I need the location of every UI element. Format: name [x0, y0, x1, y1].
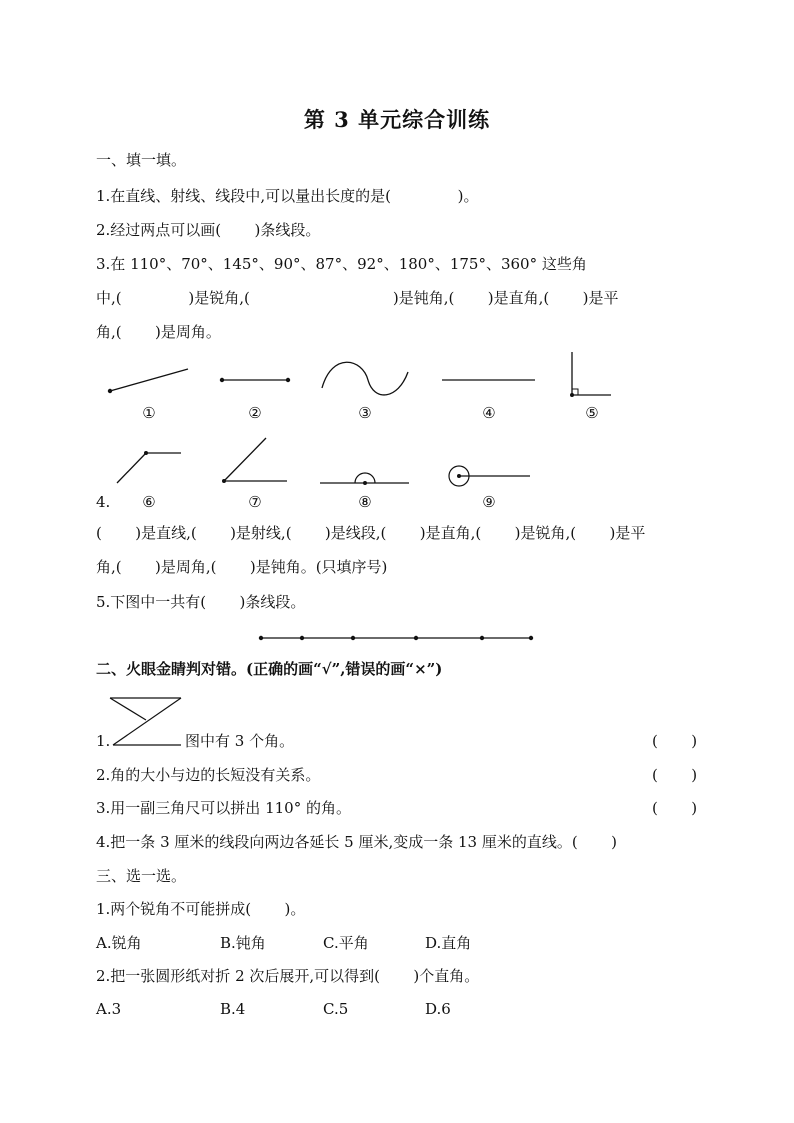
figure-5-right-angle: [570, 352, 611, 397]
figure-2-segment: [220, 378, 290, 382]
question-1-2: 2.经过两点可以画( )条线段。: [96, 221, 321, 239]
option-3-1-a: A.锐角: [96, 934, 142, 952]
figure-number-5: ⑤: [585, 404, 599, 422]
question-1-3-line3: 角,( )是周角。: [96, 323, 221, 341]
figure-7-acute-angle: [222, 438, 287, 483]
figure-number-2: ②: [248, 404, 262, 422]
figure-number-6: ⑥: [142, 493, 156, 511]
figure-1-ray: [108, 369, 188, 393]
question-1-4-label: 4.: [96, 493, 111, 511]
question-2-2: 2.角的大小与边的长短没有关系。: [96, 766, 321, 784]
question-2-4: 4.把一条 3 厘米的线段向两边各延长 5 厘米,变成一条 13 厘米的直线。( ): [96, 833, 617, 851]
question-2-1-number: 1.: [96, 732, 111, 750]
option-3-2-a: A.3: [96, 1000, 122, 1018]
question-1-4-line1: ( )是直线,( )是射线,( )是线段,( )是直角,( )是锐角,( )是平: [96, 524, 646, 542]
question-3-2: 2.把一张圆形纸对折 2 次后展开,可以得到( )个直角。: [96, 967, 480, 985]
answer-paren-2-3: ( ): [652, 799, 698, 817]
question-1-3-line1: 3.在 110°、70°、145°、90°、87°、92°、180°、175°、360° 这些角: [96, 255, 587, 273]
question-2-3: 3.用一副三角尺可以拼出 110° 的角。: [96, 799, 351, 817]
question-1-3-line2: 中,( )是锐角,( )是钝角,( )是直角,( )是平: [96, 289, 619, 307]
figure-6-obtuse-angle: [117, 451, 181, 483]
option-3-1-b: B.钝角: [220, 934, 266, 952]
figure-number-8: ⑧: [358, 493, 372, 511]
figure-number-1: ①: [142, 404, 156, 422]
figure-number-9: ⑨: [482, 493, 496, 511]
question-1-5: 5.下图中一共有( )条线段。: [96, 593, 306, 611]
question-3-1: 1.两个锐角不可能拼成( )。: [96, 900, 306, 918]
section-heading-judge: 二、火眼金睛判对错。(正确的画“√”,错误的画“×”): [96, 660, 443, 678]
answer-paren-2-1: ( ): [652, 732, 698, 750]
option-3-1-c: C.平角: [323, 934, 369, 952]
question-5-segment-figure: [259, 636, 533, 640]
figure-number-4: ④: [482, 404, 496, 422]
section-heading-fill: 一、填一填。: [96, 151, 187, 169]
page-title: 第 3 单元综合训练: [303, 107, 491, 132]
option-3-2-d: D.6: [425, 1000, 451, 1018]
figure-number-3: ③: [358, 404, 372, 422]
answer-paren-2-2: ( ): [652, 766, 698, 784]
part2-q1-angle-figure: [110, 698, 181, 745]
figure-9-full-angle: [449, 466, 530, 486]
option-3-2-c: C.5: [323, 1000, 349, 1018]
figure-8-straight-angle: [320, 473, 409, 485]
figure-number-7: ⑦: [248, 493, 262, 511]
section-heading-choose: 三、选一选。: [96, 867, 187, 885]
question-2-1-text: 图中有 3 个角。: [185, 732, 295, 750]
option-3-2-b: B.4: [220, 1000, 246, 1018]
question-1-4-line2: 角,( )是周角,( )是钝角。(只填序号): [96, 558, 388, 576]
option-3-1-d: D.直角: [425, 934, 472, 952]
figure-3-curve: [322, 362, 408, 395]
question-1-1: 1.在直线、射线、线段中,可以量出长度的是( )。: [96, 187, 479, 205]
